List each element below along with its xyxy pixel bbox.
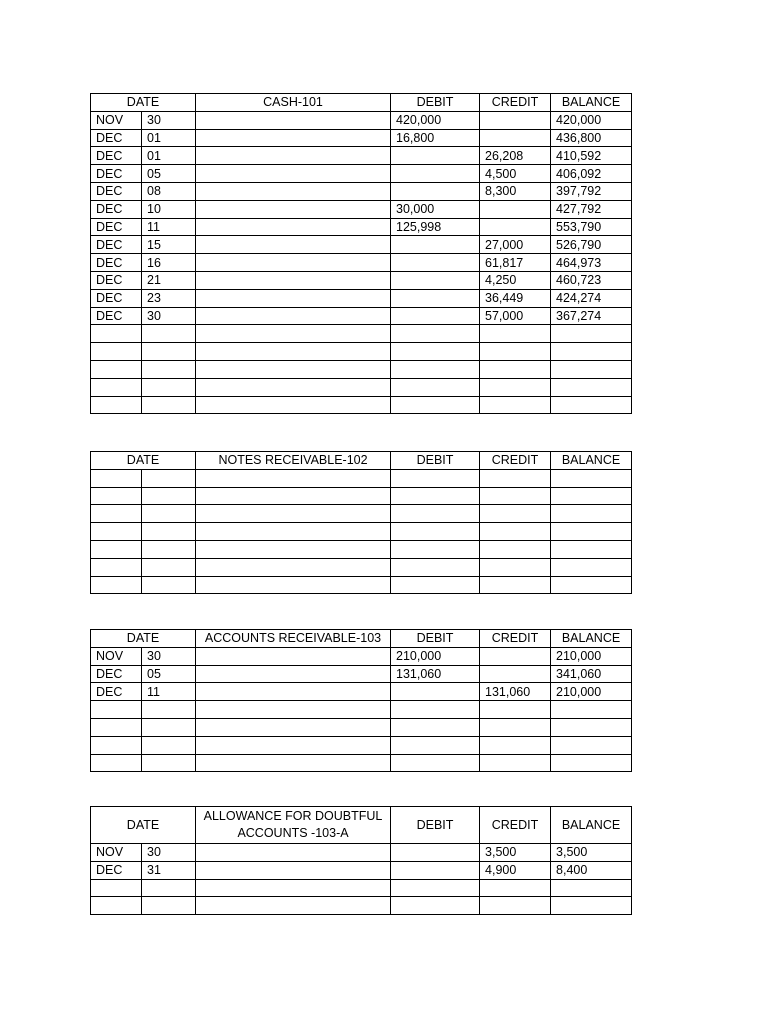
entry-day: 05 xyxy=(142,665,196,683)
entry-month: DEC xyxy=(91,182,142,200)
entry-explanation xyxy=(196,218,391,236)
empty-cell xyxy=(551,360,632,378)
credit-header: CREDIT xyxy=(480,630,551,648)
ledger-entry-row xyxy=(91,861,632,879)
empty-cell xyxy=(480,378,551,396)
empty-cell xyxy=(551,396,632,414)
empty-cell xyxy=(196,343,391,361)
empty-cell xyxy=(196,396,391,414)
empty-cell xyxy=(551,701,632,719)
entry-balance: 410,592 xyxy=(551,147,632,165)
empty-cell xyxy=(196,754,391,772)
ledger-header-row xyxy=(91,807,632,844)
entry-credit xyxy=(480,218,551,236)
entry-month: DEC xyxy=(91,218,142,236)
entry-credit: 4,500 xyxy=(480,165,551,183)
empty-cell xyxy=(91,360,142,378)
empty-ledger-row xyxy=(91,701,632,719)
empty-cell xyxy=(196,469,391,487)
empty-cell xyxy=(142,540,196,558)
debit-header: DEBIT xyxy=(391,452,480,470)
entry-day: 30 xyxy=(142,647,196,665)
empty-cell xyxy=(551,897,632,915)
debit-header: DEBIT xyxy=(391,94,480,112)
empty-cell xyxy=(196,701,391,719)
empty-cell xyxy=(480,396,551,414)
entry-explanation xyxy=(196,182,391,200)
empty-cell xyxy=(391,343,480,361)
allowance-doubtful-accounts-ledger-table xyxy=(90,806,632,915)
entry-month: DEC xyxy=(91,289,142,307)
entry-explanation xyxy=(196,165,391,183)
entry-explanation xyxy=(196,147,391,165)
empty-cell xyxy=(142,378,196,396)
entry-credit: 4,250 xyxy=(480,271,551,289)
entry-month: DEC xyxy=(91,271,142,289)
entry-balance: 553,790 xyxy=(551,218,632,236)
empty-cell xyxy=(551,540,632,558)
empty-cell xyxy=(142,879,196,897)
empty-cell xyxy=(196,487,391,505)
entry-debit: 210,000 xyxy=(391,647,480,665)
credit-header: CREDIT xyxy=(480,807,551,844)
empty-cell xyxy=(391,558,480,576)
empty-cell xyxy=(391,879,480,897)
entry-credit xyxy=(480,647,551,665)
empty-cell xyxy=(91,469,142,487)
entry-day: 21 xyxy=(142,271,196,289)
account-title: NOTES RECEIVABLE-102 xyxy=(196,452,391,470)
entry-balance: 210,000 xyxy=(551,683,632,701)
entry-day: 11 xyxy=(142,218,196,236)
empty-cell xyxy=(142,469,196,487)
empty-cell xyxy=(480,897,551,915)
empty-cell xyxy=(142,754,196,772)
entry-day: 23 xyxy=(142,289,196,307)
empty-ledger-row xyxy=(91,540,632,558)
empty-cell xyxy=(196,505,391,523)
entry-explanation xyxy=(196,647,391,665)
empty-cell xyxy=(480,736,551,754)
entry-explanation xyxy=(196,665,391,683)
balance-header: BALANCE xyxy=(551,807,632,844)
empty-cell xyxy=(142,360,196,378)
entry-debit xyxy=(391,147,480,165)
empty-cell xyxy=(91,343,142,361)
empty-ledger-row xyxy=(91,897,632,915)
entry-day: 16 xyxy=(142,254,196,272)
entry-balance: 8,400 xyxy=(551,861,632,879)
entry-debit xyxy=(391,844,480,862)
entry-explanation xyxy=(196,844,391,862)
empty-cell xyxy=(142,396,196,414)
empty-cell xyxy=(391,487,480,505)
empty-ledger-row xyxy=(91,396,632,414)
empty-cell xyxy=(551,718,632,736)
entry-day: 30 xyxy=(142,111,196,129)
empty-ledger-row xyxy=(91,343,632,361)
credit-header: CREDIT xyxy=(480,94,551,112)
entry-credit xyxy=(480,200,551,218)
empty-cell xyxy=(196,523,391,541)
entry-balance: 427,792 xyxy=(551,200,632,218)
ledger-entry-row xyxy=(91,271,632,289)
entry-day: 08 xyxy=(142,182,196,200)
empty-ledger-row xyxy=(91,558,632,576)
ledger-entry-row xyxy=(91,683,632,701)
entry-balance: 526,790 xyxy=(551,236,632,254)
entry-month: DEC xyxy=(91,165,142,183)
entry-day: 31 xyxy=(142,861,196,879)
entry-explanation xyxy=(196,236,391,254)
ledger-entry-row xyxy=(91,182,632,200)
account-title: CASH-101 xyxy=(196,94,391,112)
empty-cell xyxy=(551,754,632,772)
empty-ledger-row xyxy=(91,736,632,754)
empty-cell xyxy=(391,754,480,772)
entry-explanation xyxy=(196,111,391,129)
entry-day: 30 xyxy=(142,844,196,862)
empty-cell xyxy=(142,343,196,361)
empty-cell xyxy=(196,325,391,343)
entry-day: 15 xyxy=(142,236,196,254)
entry-explanation xyxy=(196,289,391,307)
entry-credit: 4,900 xyxy=(480,861,551,879)
entry-explanation xyxy=(196,200,391,218)
ledger-header-row xyxy=(91,94,632,112)
accounts-receivable-ledger-table xyxy=(90,629,632,772)
entry-month: DEC xyxy=(91,236,142,254)
entry-credit xyxy=(480,111,551,129)
empty-cell xyxy=(480,701,551,719)
entry-month: DEC xyxy=(91,254,142,272)
entry-day: 10 xyxy=(142,200,196,218)
account-title: ACCOUNTS RECEIVABLE-103 xyxy=(196,630,391,648)
entry-month: DEC xyxy=(91,200,142,218)
empty-cell xyxy=(551,487,632,505)
empty-cell xyxy=(480,505,551,523)
entry-month: DEC xyxy=(91,129,142,147)
empty-cell xyxy=(391,897,480,915)
ledger-entry-row xyxy=(91,289,632,307)
ledger-entry-row xyxy=(91,307,632,325)
entry-balance: 397,792 xyxy=(551,182,632,200)
entry-month: DEC xyxy=(91,147,142,165)
empty-cell xyxy=(551,378,632,396)
empty-cell xyxy=(91,718,142,736)
empty-cell xyxy=(91,754,142,772)
empty-cell xyxy=(142,736,196,754)
empty-cell xyxy=(551,736,632,754)
balance-header: BALANCE xyxy=(551,94,632,112)
entry-explanation xyxy=(196,254,391,272)
entry-credit: 36,449 xyxy=(480,289,551,307)
empty-cell xyxy=(91,701,142,719)
debit-header: DEBIT xyxy=(391,630,480,648)
entry-credit: 131,060 xyxy=(480,683,551,701)
empty-cell xyxy=(142,558,196,576)
empty-ledger-row xyxy=(91,325,632,343)
entry-debit xyxy=(391,289,480,307)
empty-cell xyxy=(391,540,480,558)
empty-cell xyxy=(480,718,551,736)
empty-cell xyxy=(391,505,480,523)
entry-balance: 464,973 xyxy=(551,254,632,272)
empty-cell xyxy=(196,360,391,378)
entry-balance: 460,723 xyxy=(551,271,632,289)
empty-cell xyxy=(196,540,391,558)
empty-cell xyxy=(91,523,142,541)
empty-cell xyxy=(196,576,391,594)
empty-cell xyxy=(91,487,142,505)
empty-cell xyxy=(551,879,632,897)
empty-cell xyxy=(480,879,551,897)
entry-balance: 341,060 xyxy=(551,665,632,683)
ledger-entry-row xyxy=(91,218,632,236)
empty-cell xyxy=(551,523,632,541)
entry-explanation xyxy=(196,271,391,289)
empty-cell xyxy=(480,343,551,361)
entry-day: 01 xyxy=(142,129,196,147)
credit-header: CREDIT xyxy=(480,452,551,470)
entry-month: NOV xyxy=(91,111,142,129)
entry-debit xyxy=(391,861,480,879)
entry-balance: 420,000 xyxy=(551,111,632,129)
entry-debit xyxy=(391,254,480,272)
empty-cell xyxy=(551,469,632,487)
empty-cell xyxy=(91,540,142,558)
ledger-entry-row xyxy=(91,147,632,165)
ledger-entry-row xyxy=(91,844,632,862)
entry-day: 30 xyxy=(142,307,196,325)
empty-ledger-row xyxy=(91,879,632,897)
entry-debit xyxy=(391,165,480,183)
empty-cell xyxy=(480,540,551,558)
ledger-entry-row xyxy=(91,647,632,665)
ledger-entry-row xyxy=(91,200,632,218)
entry-debit xyxy=(391,236,480,254)
empty-cell xyxy=(391,396,480,414)
entry-explanation xyxy=(196,683,391,701)
entry-balance: 367,274 xyxy=(551,307,632,325)
empty-ledger-row xyxy=(91,469,632,487)
balance-header: BALANCE xyxy=(551,452,632,470)
empty-cell xyxy=(391,736,480,754)
empty-cell xyxy=(91,396,142,414)
date-header: DATE xyxy=(91,452,196,470)
entry-month: NOV xyxy=(91,844,142,862)
empty-cell xyxy=(391,325,480,343)
empty-ledger-row xyxy=(91,754,632,772)
empty-cell xyxy=(551,558,632,576)
entry-debit xyxy=(391,307,480,325)
entry-debit: 16,800 xyxy=(391,129,480,147)
empty-cell xyxy=(391,701,480,719)
empty-ledger-row xyxy=(91,487,632,505)
entry-balance: 3,500 xyxy=(551,844,632,862)
empty-ledger-row xyxy=(91,718,632,736)
entry-debit: 30,000 xyxy=(391,200,480,218)
empty-cell xyxy=(391,360,480,378)
entry-day: 11 xyxy=(142,683,196,701)
empty-cell xyxy=(196,378,391,396)
empty-cell xyxy=(391,378,480,396)
empty-cell xyxy=(391,718,480,736)
entry-balance: 436,800 xyxy=(551,129,632,147)
empty-cell xyxy=(91,505,142,523)
empty-ledger-row xyxy=(91,378,632,396)
ledger-entry-row xyxy=(91,665,632,683)
account-title: ALLOWANCE FOR DOUBTFUL ACCOUNTS -103-A xyxy=(196,807,391,844)
entry-month: DEC xyxy=(91,683,142,701)
ledger-entry-row xyxy=(91,129,632,147)
empty-cell xyxy=(91,325,142,343)
date-header: DATE xyxy=(91,630,196,648)
ledger-entry-row xyxy=(91,236,632,254)
entry-month: DEC xyxy=(91,665,142,683)
empty-cell xyxy=(480,469,551,487)
empty-cell xyxy=(196,736,391,754)
empty-ledger-row xyxy=(91,505,632,523)
empty-cell xyxy=(142,523,196,541)
entry-credit xyxy=(480,129,551,147)
notes-receivable-ledger-table xyxy=(90,451,632,594)
empty-cell xyxy=(142,701,196,719)
empty-cell xyxy=(142,325,196,343)
empty-cell xyxy=(551,325,632,343)
date-header: DATE xyxy=(91,94,196,112)
empty-cell xyxy=(480,360,551,378)
empty-cell xyxy=(91,736,142,754)
entry-explanation xyxy=(196,129,391,147)
empty-cell xyxy=(480,576,551,594)
empty-cell xyxy=(480,754,551,772)
empty-cell xyxy=(91,879,142,897)
empty-cell xyxy=(551,576,632,594)
empty-cell xyxy=(196,897,391,915)
empty-cell xyxy=(142,505,196,523)
date-header: DATE xyxy=(91,807,196,844)
empty-cell xyxy=(480,325,551,343)
entry-balance: 406,092 xyxy=(551,165,632,183)
empty-cell xyxy=(480,523,551,541)
empty-cell xyxy=(91,558,142,576)
ledger-header-row xyxy=(91,452,632,470)
entry-debit: 420,000 xyxy=(391,111,480,129)
entry-debit: 131,060 xyxy=(391,665,480,683)
entry-credit: 8,300 xyxy=(480,182,551,200)
empty-cell xyxy=(196,879,391,897)
entry-credit xyxy=(480,665,551,683)
entry-day: 05 xyxy=(142,165,196,183)
empty-cell xyxy=(391,523,480,541)
entry-balance: 210,000 xyxy=(551,647,632,665)
empty-cell xyxy=(91,378,142,396)
empty-ledger-row xyxy=(91,523,632,541)
ledger-entry-row xyxy=(91,111,632,129)
empty-cell xyxy=(142,897,196,915)
entry-credit: 26,208 xyxy=(480,147,551,165)
entry-explanation xyxy=(196,307,391,325)
entry-credit: 3,500 xyxy=(480,844,551,862)
empty-cell xyxy=(480,487,551,505)
empty-ledger-row xyxy=(91,360,632,378)
entry-debit: 125,998 xyxy=(391,218,480,236)
entry-balance: 424,274 xyxy=(551,289,632,307)
debit-header: DEBIT xyxy=(391,807,480,844)
empty-cell xyxy=(142,487,196,505)
empty-cell xyxy=(196,718,391,736)
ledger-entry-row xyxy=(91,254,632,272)
entry-debit xyxy=(391,683,480,701)
empty-ledger-row xyxy=(91,576,632,594)
empty-cell xyxy=(391,576,480,594)
empty-cell xyxy=(391,469,480,487)
entry-credit: 27,000 xyxy=(480,236,551,254)
entry-month: DEC xyxy=(91,861,142,879)
entry-day: 01 xyxy=(142,147,196,165)
empty-cell xyxy=(196,558,391,576)
ledger-header-row xyxy=(91,630,632,648)
entry-month: DEC xyxy=(91,307,142,325)
entry-debit xyxy=(391,182,480,200)
entry-month: NOV xyxy=(91,647,142,665)
entry-credit: 61,817 xyxy=(480,254,551,272)
empty-cell xyxy=(91,576,142,594)
entry-credit: 57,000 xyxy=(480,307,551,325)
entry-explanation xyxy=(196,861,391,879)
empty-cell xyxy=(480,558,551,576)
ledger-entry-row xyxy=(91,165,632,183)
empty-cell xyxy=(91,897,142,915)
entry-debit xyxy=(391,271,480,289)
empty-cell xyxy=(551,343,632,361)
empty-cell xyxy=(551,505,632,523)
empty-cell xyxy=(142,718,196,736)
empty-cell xyxy=(142,576,196,594)
cash-ledger-table xyxy=(90,93,632,414)
balance-header: BALANCE xyxy=(551,630,632,648)
